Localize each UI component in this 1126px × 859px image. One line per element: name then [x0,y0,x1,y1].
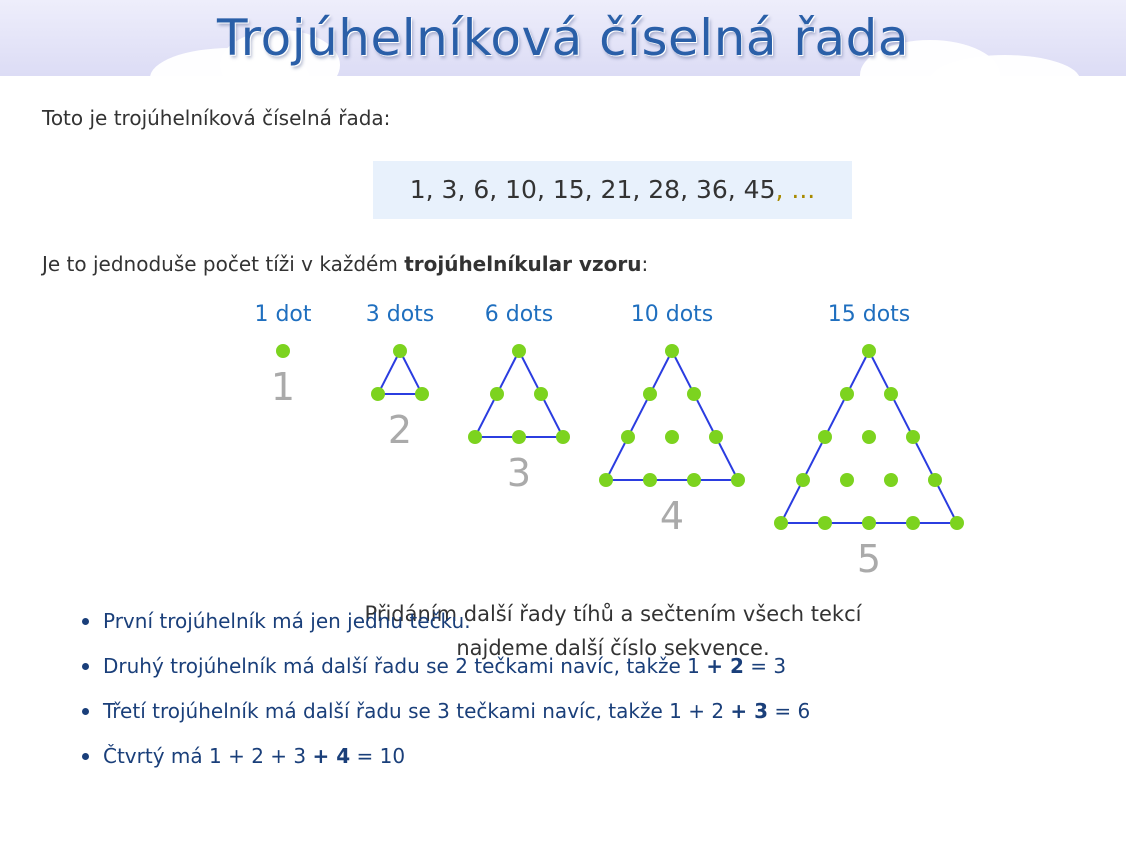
bullet-expr: = 10 [350,744,406,768]
caption-line-1: Přidáním další řady tíhů a sečtením všech tekcí [364,602,862,626]
caption-line-2: najdeme další číslo sekvence. [456,636,770,660]
triangle-dot [556,430,570,444]
bullet-dot-icon [82,618,89,625]
triangle-dot [490,387,504,401]
bullet-dot-icon [82,708,89,715]
bullet-expr-bold: + 2 [706,654,744,678]
title-banner [0,0,1126,76]
dots-count-label: 1 dot [254,302,312,327]
triangle-number-label: 1 [270,365,296,409]
triangle-dot [643,387,657,401]
triangle-dot [599,473,613,487]
triangle-number-label: 2 [387,408,413,452]
bullet-list [82,608,810,788]
bullet-expr-bold: + 3 [730,699,769,723]
triangle-dot [818,516,832,530]
triangle-dot [534,387,548,401]
bullet-text: První trojúhelník má jen jednu tečku. [103,609,471,633]
triangle-dot [950,516,964,530]
bullet-expr-bold: + 4 [312,744,351,768]
description-text [42,252,648,276]
bullet-expr: = 3 [743,654,787,678]
triangle-dot [643,473,657,487]
triangle-dot [796,473,810,487]
triangle-dot [709,430,723,444]
bullet-item [82,608,810,653]
bullet-dot-icon [82,663,89,670]
triangle-dot [774,516,788,530]
intro-text: Toto je trojúhelníková číselná řada: [42,106,391,130]
triangle-dot [884,473,898,487]
triangle-dot [731,473,745,487]
description-after: : [641,252,649,276]
triangle-dot [512,344,526,358]
dots-count-label: 6 dots [484,302,554,327]
triangle-dot [862,344,876,358]
bullet-text: Druhý trojúhelník má další řadu se 2 tečkami navíc, takže 1 [103,654,707,678]
triangle-dot [840,387,854,401]
triangle-number-label: 4 [659,494,685,538]
bullet-item [82,698,810,743]
triangle-dot [665,344,679,358]
bullet-dot-icon [82,753,89,760]
bullet-text: Třetí trojúhelník má další řadu se 3 tečkami navíc, takže 1 + 2 [103,699,731,723]
triangle-number-label: 3 [506,451,532,495]
triangle-dot [468,430,482,444]
triangle-dot [840,473,854,487]
triangle-dot [621,430,635,444]
bullet-text: Čtvrtý má 1 + 2 + 3 [103,744,313,768]
bullet-item [82,743,810,788]
bullet-expr: = 6 [768,699,811,723]
page-title: Trojúhelníková číselná řada [216,9,909,67]
triangle-dot [818,430,832,444]
triangle-dot [665,430,679,444]
triangle-dot [512,430,526,444]
dots-count-label: 10 dots [630,302,714,327]
triangle-dot [906,516,920,530]
triangle-dot [393,344,407,358]
triangle-outline [475,351,563,437]
triangle-number-label: 5 [856,537,882,578]
sequence-numbers: 1, 3, 6, 10, 15, 21, 28, 36, 45 [409,175,776,204]
triangle-dot [906,430,920,444]
sequence-box [373,161,852,219]
triangle-dot [687,387,701,401]
triangle-dot [415,387,429,401]
triangle-dot [687,473,701,487]
description-before: Je to jednoduše počet tíži v každém [42,252,405,276]
bullet-item [82,653,810,698]
triangle-outline [606,351,738,480]
triangle-dot [862,430,876,444]
sequence-ellipsis: , ... [775,175,816,204]
triangle-dot [884,387,898,401]
description-bold: trojúhelníkular vzoru [404,252,642,276]
triangle-dot [928,473,942,487]
triangle-dot [371,387,385,401]
dots-count-label: 15 dots [827,302,911,327]
dots-count-label: 3 dots [365,302,435,327]
triangle-dot [862,516,876,530]
triangular-dots-figure [230,288,990,578]
triangle-dot [276,344,290,358]
